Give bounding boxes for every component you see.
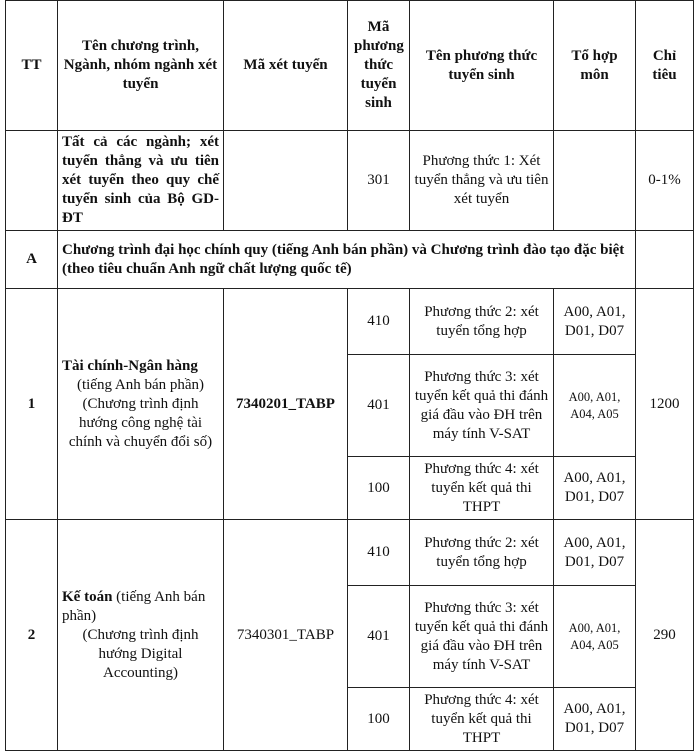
method-name: Phương thức 3: xét tuyển kết quả thi đánh giá đầu vào ĐH trên máy tính V-SAT (410, 586, 554, 688)
section-a-row (6, 231, 694, 289)
method-subjects: A00, A01, A04, A05 (554, 355, 636, 457)
section-a-tt: A (6, 231, 58, 289)
program-code: 7340201_TABP (224, 289, 348, 520)
table-row (6, 520, 694, 586)
header-method-code: Mã phương thức tuyển sinh (348, 1, 410, 131)
program-name: Tài chính-Ngân hàng (62, 357, 198, 374)
program-quota: 290 (636, 520, 694, 751)
method-name: Phương thức 3: xét tuyển kết quả thi đánh giá đầu vào ĐH trên máy tính V-SAT (410, 355, 554, 457)
method-code: 401 (348, 586, 410, 688)
method-name: Phương thức 2: xét tuyển tổng hợp (410, 289, 554, 355)
header-row (6, 1, 694, 131)
program-cell (58, 289, 224, 520)
program-code: 7340301_TABP (224, 520, 348, 751)
method-subjects: A00, A01, D01, D07 (554, 289, 636, 355)
method-code: 100 (348, 688, 410, 751)
row-all-programs (6, 131, 694, 231)
cell-empty (554, 131, 636, 231)
section-a-title: Chương trình đại học chính quy (tiếng Anh bán phần) và Chương trình đào tạo đặc biệt (theo tiêu chuẩn Anh ngữ chất lượng quốc tế) (58, 231, 636, 289)
program-extra: (Chương trình định hướng Digital Accounting) (82, 626, 199, 681)
method-subjects: A00, A01, D01, D07 (554, 457, 636, 520)
header-program: Tên chương trình, Ngành, nhóm ngành xét tuyển (58, 1, 224, 131)
program-tt: 1 (6, 289, 58, 520)
program-cell (58, 520, 224, 751)
header-code: Mã xét tuyển (224, 1, 348, 131)
method-code: 100 (348, 457, 410, 520)
method-code: 410 (348, 289, 410, 355)
admission-table (5, 0, 694, 751)
method-name: Phương thức 4: xét tuyển kết quả thi THPT (410, 688, 554, 751)
header-quota: Chỉ tiêu (636, 1, 694, 131)
method-subjects: A00, A01, A04, A05 (554, 586, 636, 688)
program-quota: 1200 (636, 289, 694, 520)
method-code: 410 (348, 520, 410, 586)
program-detail: (tiếng Anh bán phần) (62, 588, 206, 624)
method-subjects: A00, A01, D01, D07 (554, 688, 636, 751)
program-extra: (Chương trình định hướng công nghệ tài chính và chuyển đổi số) (68, 395, 213, 450)
method-code: 401 (348, 355, 410, 457)
header-tt: TT (6, 1, 58, 131)
method-name: Phương thức 2: xét tuyển tổng hợp (410, 520, 554, 586)
row-all-quota: 0-1% (636, 131, 694, 231)
table-row (6, 289, 694, 355)
row-all-program: Tất cả các ngành; xét tuyển thẳng và ưu tiên xét tuyển theo quy chế tuyển sinh của Bộ GD- ĐT (58, 131, 224, 231)
header-method-name: Tên phương thức tuyển sinh (410, 1, 554, 131)
program-title-line (62, 588, 219, 626)
row-all-method-name: Phương thức 1: Xét tuyển thẳng và ưu tiên xét tuyển (410, 131, 554, 231)
program-tt: 2 (6, 520, 58, 751)
method-subjects: A00, A01, D01, D07 (554, 520, 636, 586)
method-name: Phương thức 4: xét tuyển kết quả thi THPT (410, 457, 554, 520)
program-name: Kế toán (62, 588, 113, 605)
cell-empty (224, 131, 348, 231)
cell-empty (6, 131, 58, 231)
header-subjects: Tổ hợp môn (554, 1, 636, 131)
cell-empty (636, 231, 694, 289)
row-all-method-code: 301 (348, 131, 410, 231)
program-detail: (tiếng Anh bán phần) (76, 376, 205, 393)
